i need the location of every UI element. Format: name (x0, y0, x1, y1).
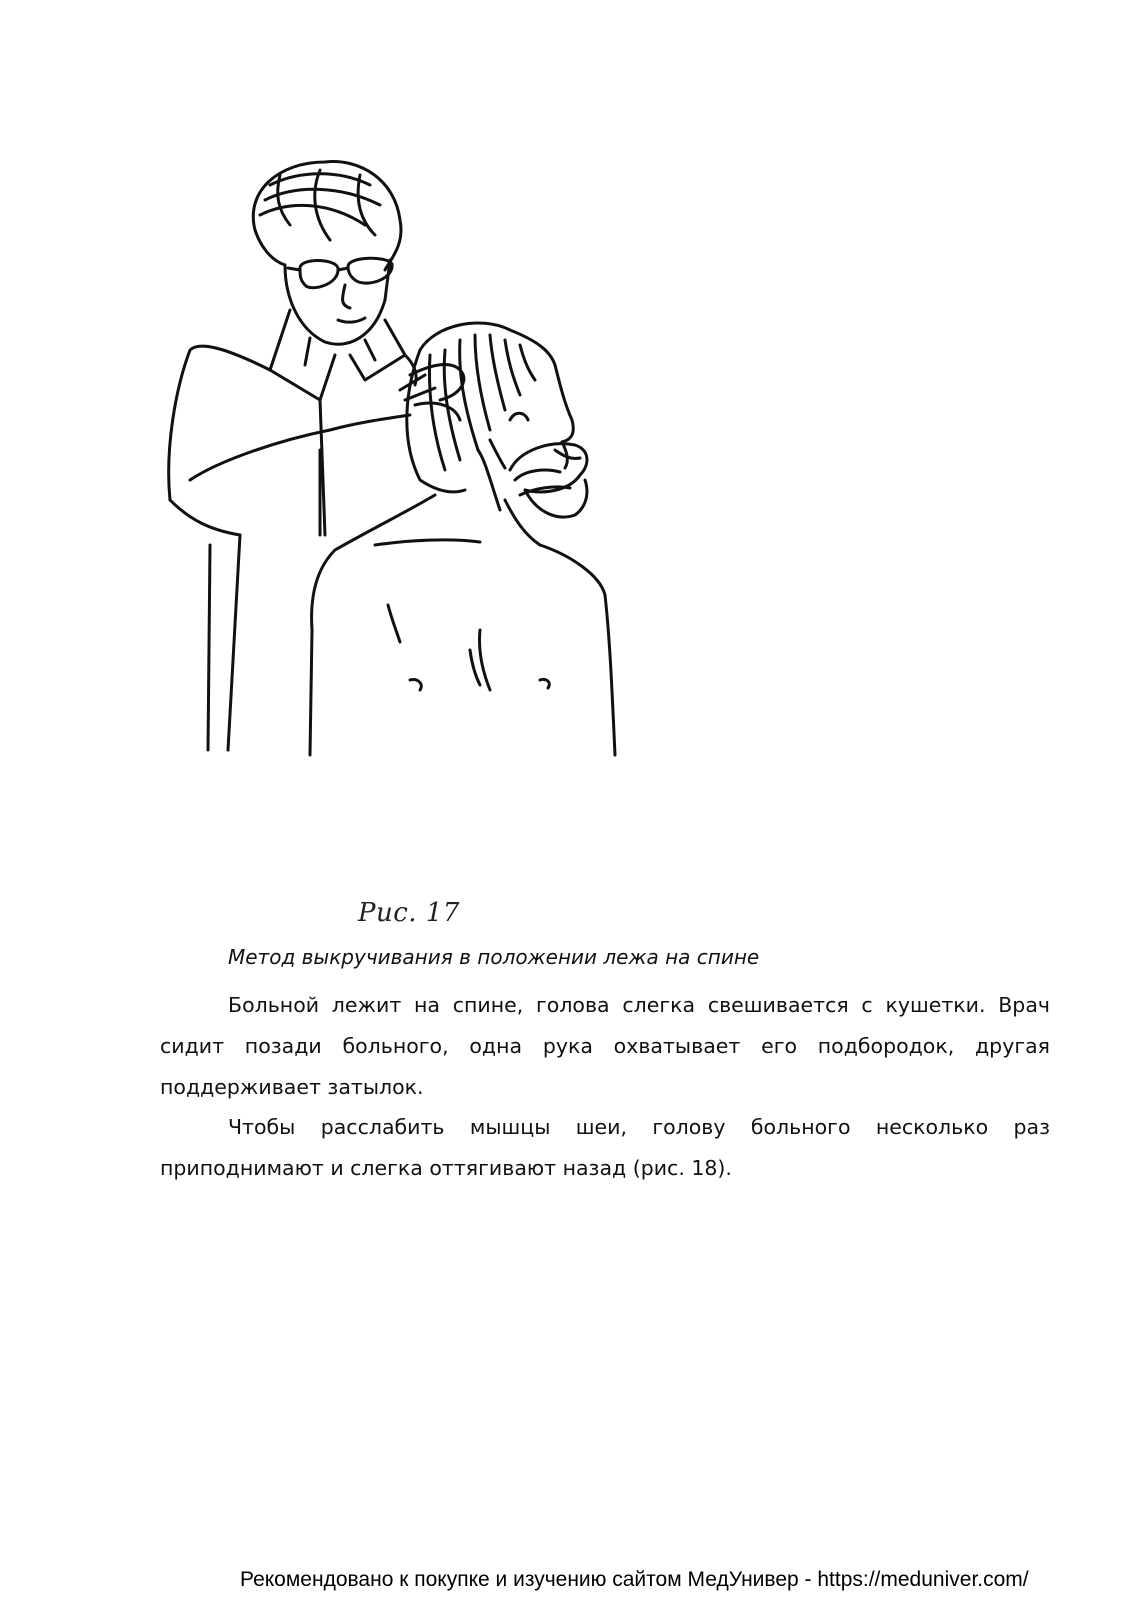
figure-illustration (160, 150, 630, 770)
figure-caption: Рис. 17 (358, 898, 460, 928)
section-title: Метод выкручивания в положении лежа на спине (228, 945, 760, 969)
paragraph: Чтобы расслабить мышцы шеи, голову больного несколько раз приподнимают и слегка оттягивают назад (рис. 18). (160, 1115, 1050, 1180)
paragraph: Больной лежит на спине, голова слегка свешивается с кушетки. Врач сидит позади больного, одна рука охватывает его подбородок, другая поддерживает затылок. (160, 993, 1050, 1099)
footer-note: Рекомендовано к покупке и изучению сайтом МедУнивер - https://meduniver.com/ (240, 1568, 1029, 1591)
